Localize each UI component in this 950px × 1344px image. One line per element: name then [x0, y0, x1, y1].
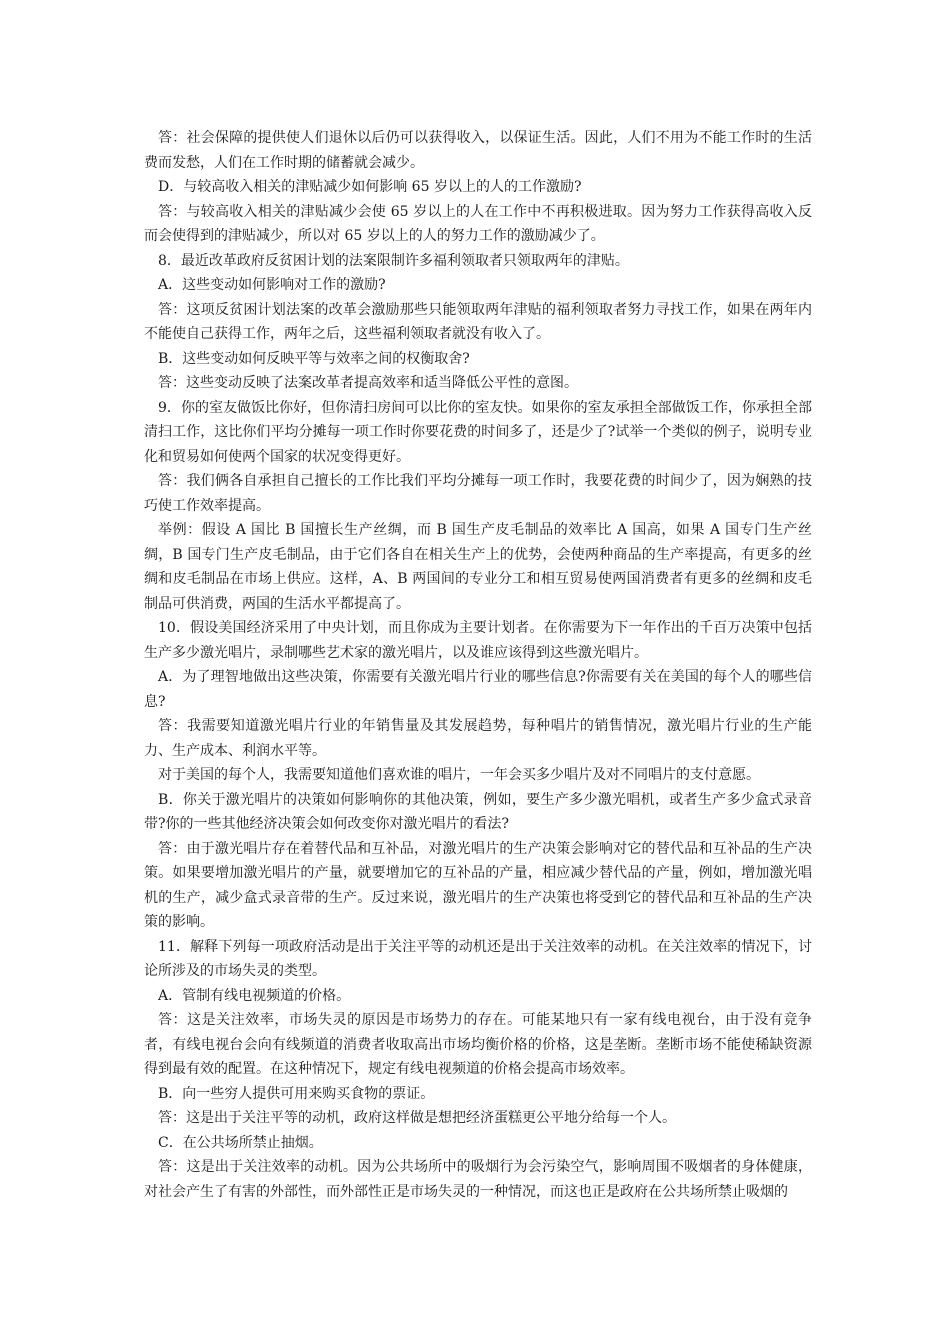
paragraph-question-10b: B．你关于激光唱片的决策如何影响你的其他决策，例如，要生产多少激光唱机，或者生产多少盒式录音带?你的一些其他经济决策会如何改变你对激光唱片的看法? — [144, 791, 812, 832]
paragraph-question-9: 9．你的室友做饭比你好，但你清扫房间可以比你的室友快。如果你的室友承担全部做饭工作，你承担全部清扫工作，这比你们平均分摊每一项工作时你要花费的时间多了，还是少了?试举一个类似的例子，说明专业化和贸易如何使两个国家的状况变得更好。 — [144, 399, 812, 465]
document-body — [144, 126, 812, 1204]
paragraph-question-11b: B．向一些穷人提供可用来购买食物的票证。 — [158, 1085, 435, 1102]
paragraph-answer-10a-cont: 对于美国的每个人，我需要知道他们喜欢谁的唱片，一年会买多少唱片及对不同唱片的支付意愿。 — [158, 767, 760, 783]
paragraph-answer-8a: 答：这项反贫困计划法案的改革会激励那些只能领取两年津贴的福利领取者努力寻找工作，如果在两年内不能使自己获得工作，两年之后，这些福利领取者就没有收入了。 — [144, 301, 812, 342]
paragraph-answer-8b: 答：这些变动反映了法案改革者提高效率和适当降低公平性的意图。 — [158, 375, 578, 391]
paragraph-answer-social-security: 答：社会保障的提供使人们退休以后仍可以获得收入，以保证生活。因此，人们不用为不能工作时的生活费而发愁，人们在工作时期的储蓄就会减少。 — [144, 130, 812, 171]
paragraph-answer-11b: 答：这是出于关注平等的动机，政府这样做是想把经济蛋糕更公平地分给每一个人。 — [158, 1110, 676, 1126]
paragraph-question-11: 11．解释下列每一项政府活动是出于关注平等的动机还是出于关注效率的动机。在关注效率的情况下，讨论所涉及的市场失灵的类型。 — [144, 938, 812, 979]
paragraph-answer-11a: 答：这是关注效率，市场失灵的原因是市场势力的存在。可能某地只有一家有线电视台，由于没有竞争者，有线电视台会向有线频道的消费者收取高出市场均衡价格的价格，这是垄断。垄断市场不能使稀缺资源得到最有效的配置。在这种情况下，规定有线电视频道的价格会提高市场效率。 — [144, 1012, 812, 1077]
paragraph-answer-10a: 答：我需要知道激光唱片行业的年销售量及其发展趋势，每种唱片的销售情况，激光唱片行业的生产能力、生产成本、利润水平等。 — [144, 718, 812, 759]
paragraph-answer-10b: 答：由于激光唱片存在着替代品和互补品，对激光唱片的生产决策会影响对它的替代品和互补品的生产决策。如果要增加激光唱片的产量，就要增加它的互补品的产量，相应减少替代品的产量，例如，增加激光唱机的生产，减少盒式录音带的生产。反过来说，激光唱片的生产决策也将受到它的替代品和互补品的生产决策的影响。 — [144, 840, 812, 930]
paragraph-question-11c: C．在公共场所禁止抽烟。 — [158, 1134, 323, 1151]
paragraph-question-10: 10．假设美国经济采用了中央计划，而且你成为主要计划者。在你需要为下一年作出的千百万决策中包括生产多少激光唱片，录制哪些艺术家的激光唱片，以及谁应该得到这些激光唱片。 — [144, 620, 812, 661]
paragraph-example-9: 举例：假设 A 国比 B 国擅长生产丝绸，而 B 国生产皮毛制品的效率比 A 国高，如果 A 国专门生产丝绸，B 国专门生产皮毛制品，由于它们各自在相关生产上的优势，会使两种商品的生产率提高，有更多的丝绸和皮毛制品在市场上供应。这样，A、B 两国间的专业分工和相互贸易使两国消费者有更多的丝绸和皮毛制品可供消费，两国的生活水平都提高了。 — [144, 522, 812, 612]
paragraph-question-8: 8．最近改革政府反贫困计划的法案限制许多福利领取者只领取两年的津贴。 — [158, 252, 629, 269]
paragraph-question-10a: A．为了理智地做出这些决策，你需要有关激光唱片行业的哪些信息?你需要有关在美国的每个人的哪些信息? — [144, 669, 812, 710]
paragraph-question-8b: B．这些变动如何反映平等与效率之间的权衡取舍? — [158, 350, 470, 367]
paragraph-answer-d: 答：与较高收入相关的津贴减少会使 65 岁以上的人在工作中不再积极进取。因为努力工作获得高收入反而会使得到的津贴减少，所以对 65 岁以上的人的努力工作的激励减少了。 — [144, 203, 812, 244]
paragraph-question-d: D．与较高收入相关的津贴减少如何影响 65 岁以上的人的工作激励? — [158, 179, 582, 195]
paragraph-answer-9: 答：我们俩各自承担自己擅长的工作比我们平均分摊每一项工作时，我要花费的时间少了，因为娴熟的技巧使工作效率提高。 — [144, 473, 812, 514]
paragraph-answer-11c: 答：这是出于关注效率的动机。因为公共场所中的吸烟行为会污染空气，影响周围不吸烟者的身体健康，对社会产生了有害的外部性，而外部性正是市场失灵的一种情况，而这也正是政府在公共场所禁止吸烟的 — [144, 1159, 812, 1200]
paragraph-question-11a: A．管制有线电视频道的价格。 — [158, 987, 351, 1004]
paragraph-question-8a: A．这些变动如何影响对工作的激励? — [158, 277, 386, 293]
